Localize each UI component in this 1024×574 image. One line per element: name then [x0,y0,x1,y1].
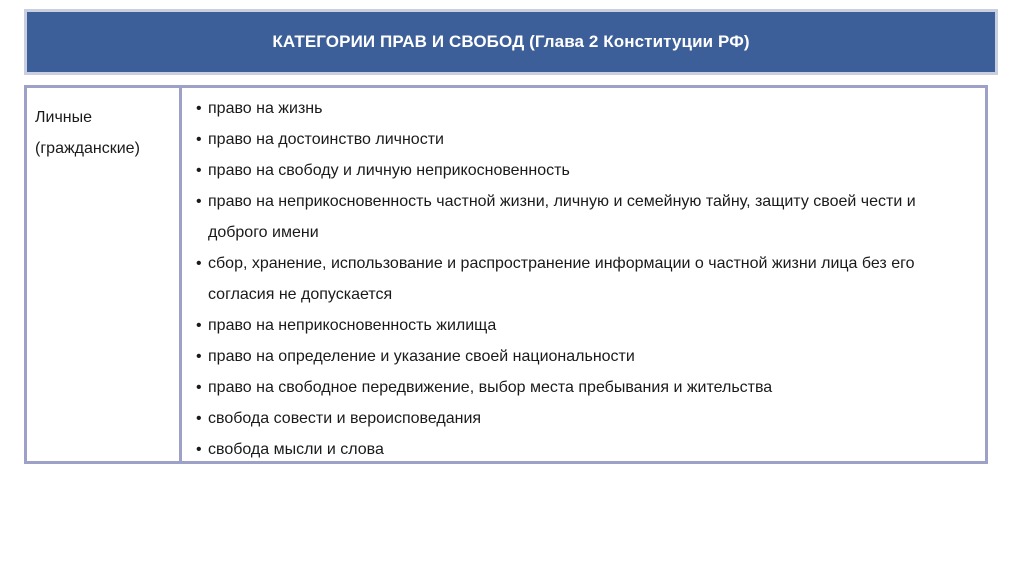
bullet: • [196,410,202,427]
list-item-text: право на неприкосновенность жилища [208,317,497,334]
bullet: • [196,100,202,117]
list-item [196,93,985,124]
bullet: • [196,441,202,458]
list-item-text: право на свободное передвижение, выбор места пребывания и жительства [208,379,773,396]
list-item [196,372,985,403]
list-item [196,434,985,465]
list-item-text: свобода мысли и слова [208,441,384,458]
list-item-text: свобода совести и вероисповедания [208,410,482,427]
category-label: Личные [35,109,93,126]
rights-cell [182,88,985,461]
list-item [196,186,985,248]
category-sublabel: (гражданские) [35,140,140,157]
list-item-text: право на свободу и личную неприкосновенность [208,162,570,179]
list-item [196,124,985,155]
rights-list [196,93,985,465]
rights-table [24,85,988,464]
title-bar [24,9,998,75]
page-title: КАТЕГОРИИ ПРАВ И СВОБОД (Глава 2 Конституции РФ) [272,32,750,51]
list-item [196,248,985,310]
list-item [196,155,985,186]
bullet: • [196,193,202,210]
list-item-text: право на определение и указание своей национальности [208,348,635,365]
list-item [196,403,985,434]
list-item-text: право на неприкосновенность частной жизни, личную и семейную тайну, защиту своей чести и доброго имени [208,193,916,241]
bullet: • [196,379,202,396]
category-cell [27,88,182,461]
list-item-text: право на жизнь [208,100,323,117]
bullet: • [196,255,202,272]
list-item-text: сбор, хранение, использование и распространение информации о частной жизни лица без его согласия не допускается [208,255,915,303]
list-item-text: право на достоинство личности [208,131,444,148]
list-item [196,341,985,372]
list-item [196,310,985,341]
bullet: • [196,348,202,365]
bullet: • [196,131,202,148]
bullet: • [196,162,202,179]
bullet: • [196,317,202,334]
